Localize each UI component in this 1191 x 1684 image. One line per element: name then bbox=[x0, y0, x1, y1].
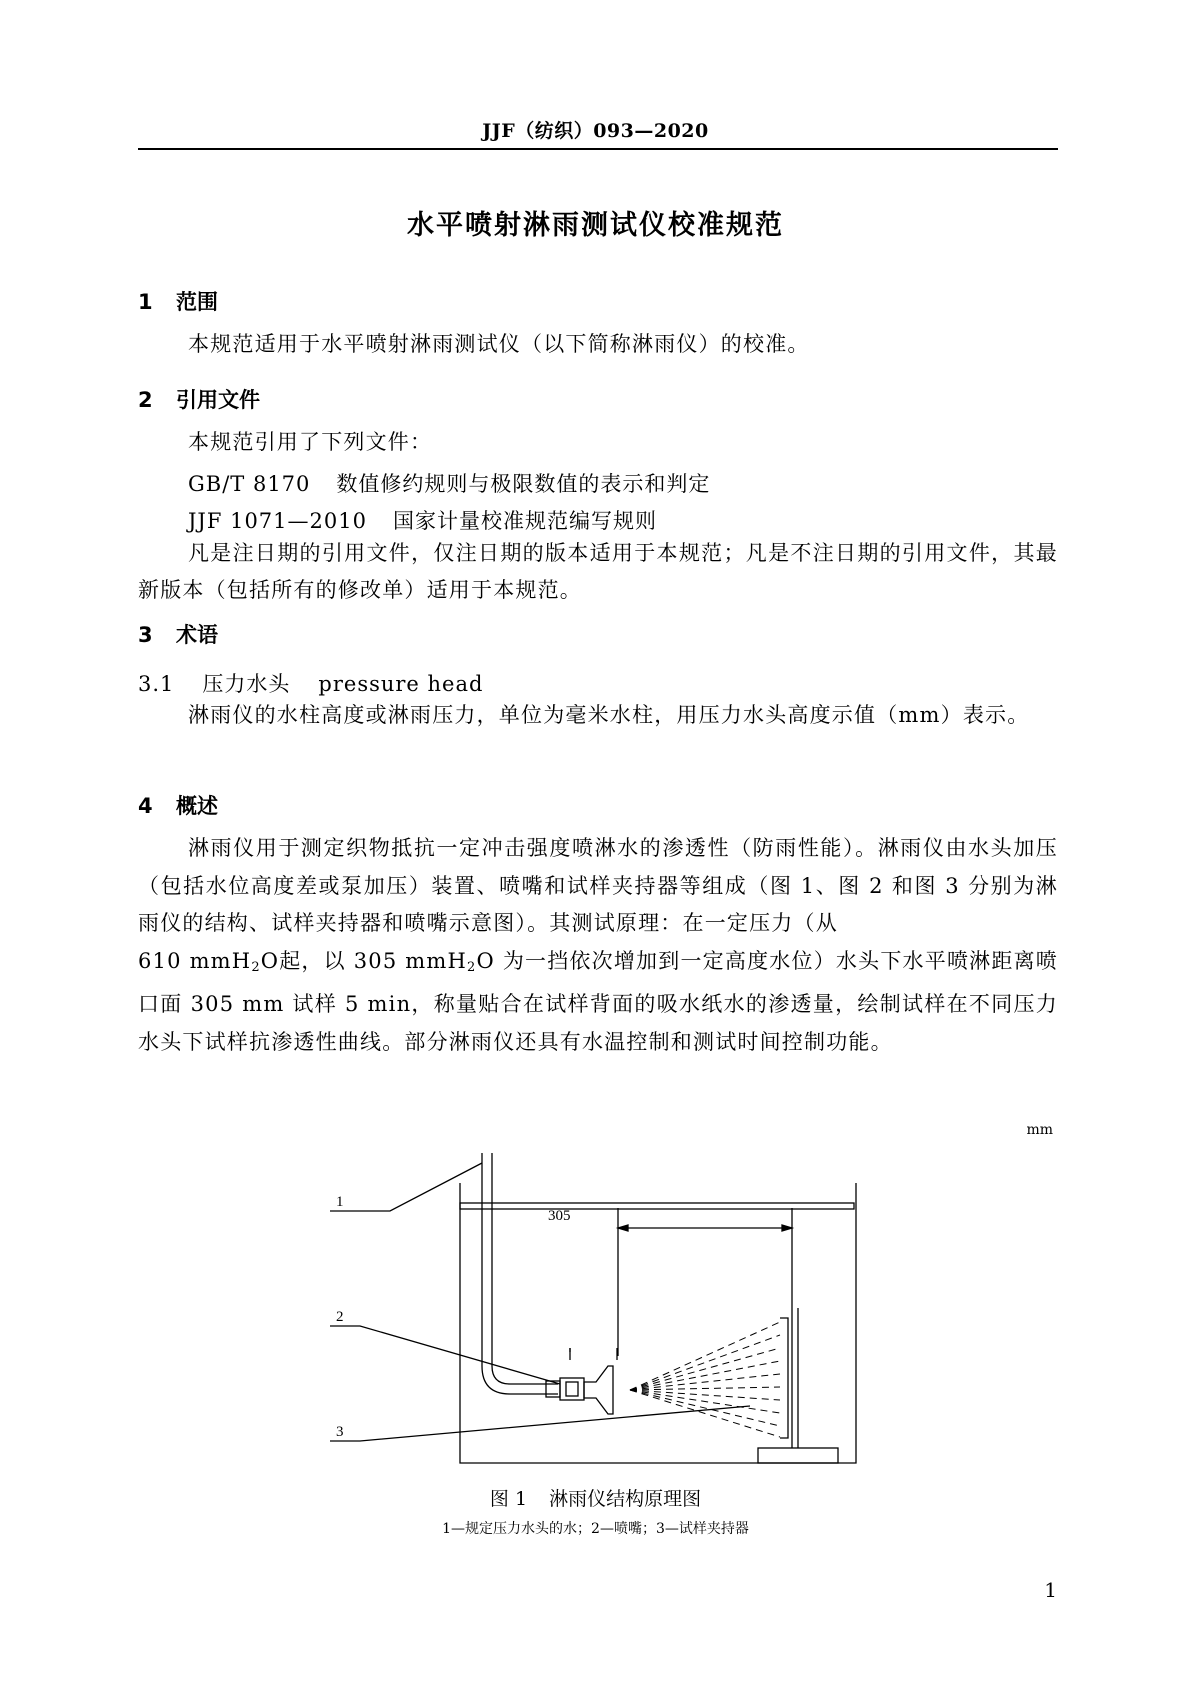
section-number: 4 bbox=[138, 794, 153, 818]
figure-title: 淋雨仪结构原理图 bbox=[549, 1488, 702, 1510]
figure-1 bbox=[330, 1148, 870, 1478]
section-title: 引用文件 bbox=[176, 388, 260, 412]
page-number: 1 bbox=[1044, 1578, 1057, 1602]
tank-outline bbox=[460, 1183, 856, 1463]
section-1-heading bbox=[138, 286, 218, 316]
header-rule bbox=[138, 148, 1058, 150]
term-definition: 淋雨仪的水柱高度或淋雨压力，单位为毫米水柱，用压力水头高度示值（mm）表示。 bbox=[188, 703, 1030, 727]
overview-text: O起，以 305 mmH bbox=[260, 948, 468, 973]
term-entry bbox=[138, 668, 483, 698]
reference-title: 数值修约规则与极限数值的表示和判定 bbox=[336, 472, 711, 496]
section-number: 2 bbox=[138, 388, 153, 412]
section-4-body bbox=[138, 830, 1058, 1062]
section-title: 概述 bbox=[176, 794, 218, 818]
reference-title: 国家计量校准规范编写规则 bbox=[392, 509, 657, 533]
leader-2 bbox=[330, 1326, 560, 1384]
reference-code: JJF 1071—2010 bbox=[188, 509, 367, 533]
section-2-heading bbox=[138, 384, 260, 414]
section-2-intro: 本规范引用了下列文件： bbox=[188, 430, 433, 454]
callout-2: 2 bbox=[336, 1309, 344, 1325]
section-title: 术语 bbox=[176, 623, 218, 647]
figure-legend: 1—规定压力水头的水；2—喷嘴；3—试样夹持器 bbox=[442, 1521, 749, 1537]
callout-3: 3 bbox=[336, 1424, 344, 1440]
section-1-body: 本规范适用于水平喷射淋雨测试仪（以下简称淋雨仪）的校准。 bbox=[188, 332, 810, 356]
standard-code-header: JJF（纺织）093—2020 bbox=[482, 120, 709, 142]
sample-holder bbox=[780, 1318, 788, 1438]
section-number: 3 bbox=[138, 623, 153, 647]
term-chinese: 压力水头 bbox=[202, 672, 291, 696]
rain-tester-diagram bbox=[330, 1148, 870, 1478]
overview-text: 淋雨仪用于测定织物抵抗一定冲击强度喷淋水的渗透性（防雨性能）。淋雨仪由水头加压（包括水位高度差或泵加压）装置、喷嘴和试样夹持器等组成（图 1、图 2 和图 3 分别为淋雨仪的结构、试样夹持器和喷嘴示意图）。其测试原理：在一定压力（从 bbox=[138, 836, 1058, 936]
callout-1: 1 bbox=[336, 1194, 344, 1210]
section-3-heading bbox=[138, 619, 218, 649]
overview-text: O 为一挡依次增加到一定高度水位）水头下水平喷淋距离喷口面 305 mm 试样 5 min，称量贴合在试样背面的吸水纸水的渗透量，绘制试样在不同压力水头下试样抗渗透性曲线。部分淋雨仪还具有水温控制和测试时间控制功能。 bbox=[138, 948, 1058, 1054]
subscript: 2 bbox=[251, 959, 261, 975]
leader-3 bbox=[330, 1406, 750, 1441]
dimension-label: 305 bbox=[548, 1208, 571, 1224]
subscript: 2 bbox=[467, 959, 477, 975]
pressure-start: 610 mmH bbox=[138, 948, 252, 973]
section-number: 1 bbox=[138, 290, 153, 314]
reference-code: GB/T 8170 bbox=[188, 472, 311, 496]
reference-item bbox=[188, 505, 657, 535]
section-title: 范围 bbox=[176, 290, 218, 314]
term-english: pressure head bbox=[318, 672, 484, 696]
tank-top-bar bbox=[460, 1203, 854, 1209]
section-4-heading bbox=[138, 790, 218, 820]
holder-base bbox=[758, 1448, 838, 1463]
section-2-note: 凡是注日期的引用文件，仅注日期的版本适用于本规范；凡是不注日期的引用文件，其最新版本（包括所有的修改单）适用于本规范。 bbox=[138, 541, 1058, 602]
term-number: 3.1 bbox=[138, 672, 175, 696]
nozzle-body bbox=[560, 1378, 584, 1400]
unit-label: mm bbox=[1026, 1122, 1053, 1138]
reference-item bbox=[188, 468, 710, 498]
document-title: 水平喷射淋雨测试仪校准规范 bbox=[407, 210, 784, 241]
water-pipe bbox=[482, 1153, 558, 1394]
figure-caption bbox=[0, 1484, 1191, 1511]
nozzle-head bbox=[584, 1366, 613, 1414]
figure-number: 图 1 bbox=[489, 1488, 528, 1510]
leader-1 bbox=[330, 1163, 482, 1211]
water-spray bbox=[630, 1322, 780, 1437]
